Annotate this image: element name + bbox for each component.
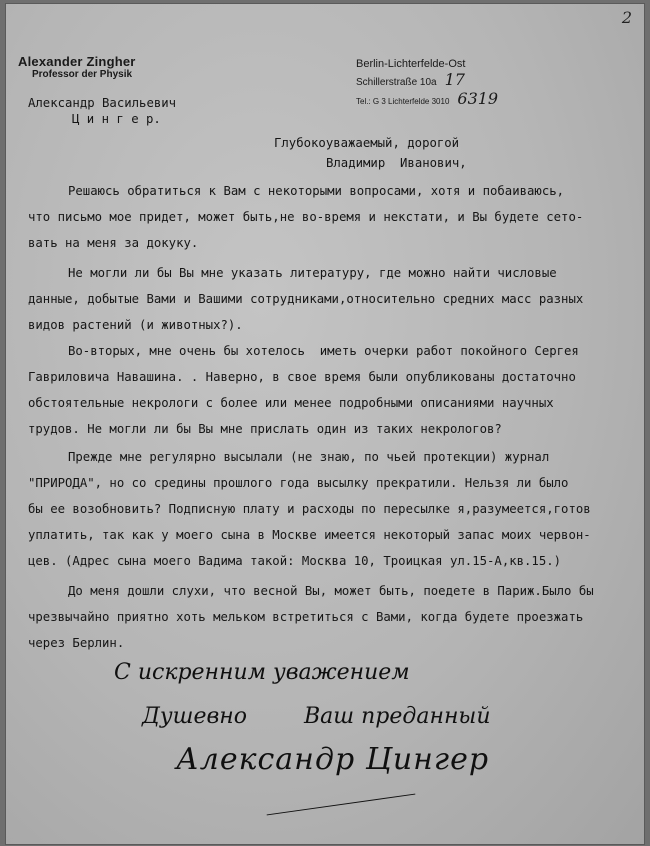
signature-underline	[267, 794, 416, 816]
street-handwritten-number: 17	[444, 70, 465, 89]
body-line: уплатить, так как у моего сына в Москве имеется некоторый запас моих червон-	[28, 528, 591, 542]
letter-sheet	[6, 4, 644, 844]
body-line: бы ее возобновить? Подписную плату и расходы по пересылке я,разумеется,готов	[28, 502, 591, 516]
body-line: чрезвычайно приятно хоть мельком встретиться с Вами, когда будете проезжать	[28, 610, 584, 624]
letterhead-address	[356, 58, 498, 108]
body-line: Решаюсь обратиться к Вам с некоторыми вопросами, хотя и побаиваюсь,	[68, 184, 565, 198]
body-line: Прежде мне регулярно высылали (не знаю, по чьей протекции) журнал	[68, 450, 550, 464]
body-line: Гавриловича Навашина. . Наверно, в свое время были опубликованы достаточно	[28, 370, 576, 384]
body-line: видов растений (и животных?).	[28, 318, 243, 332]
tel-handwritten-number: 6319	[457, 89, 499, 108]
page-number: 2	[621, 8, 632, 27]
body-line: Во-вторых, мне очень бы хотелось иметь очерки работ покойного Сергея	[68, 344, 579, 358]
street-printed: Schillerstraße 10a	[356, 77, 437, 88]
tel-printed: Tel.: G 3 Lichterfelde 3010	[356, 97, 450, 106]
handwritten-signature: Александр Цингер	[176, 742, 490, 777]
sender-name-line2: Ц и н г е р.	[72, 112, 161, 126]
body-line: Не могли ли бы Вы мне указать литературу, где можно найти числовые	[68, 266, 557, 280]
body-line: цев. (Адрес сына моего Вадима такой: Москва 10, Троицкая ул.15-А,кв.15.)	[28, 554, 562, 568]
body-line: данные, добытые Вами и Вашими сотрудниками,относительно средних масс разных	[28, 292, 584, 306]
closing-line2-b: Ваш преданный	[304, 704, 491, 729]
closing-line1: С искренним уважением	[114, 660, 410, 685]
letterhead-telephone	[356, 89, 498, 108]
closing-line2-a: Душевно	[142, 704, 248, 729]
sender-name-line1: Александр Васильевич	[28, 96, 177, 110]
body-line: обстоятельные некрологи с более или менее подробными описаниями научных	[28, 396, 554, 410]
letterhead-title: Professor der Physik	[32, 69, 133, 80]
letterhead-street	[356, 70, 498, 89]
letterhead-name: Alexander Zingher	[18, 54, 136, 69]
body-line: До меня дошли слухи, что весной Вы, может быть, поедете в Париж.Было бы	[68, 584, 594, 598]
body-line: "ПРИРОДА", но со средины прошлого года высылку прекратили. Нельзя ли было	[28, 476, 569, 490]
letterhead-sender	[18, 54, 136, 80]
body-line: что письмо мое придет, может быть,не во-время и некстати, и Вы будете сето-	[28, 210, 584, 224]
salutation-line1: Глубокоуважаемый, дорогой	[274, 136, 460, 150]
body-line: трудов. Не могли ли бы Вы мне прислать один из таких некрологов?	[28, 422, 502, 436]
body-line: вать на меня за докуку.	[28, 236, 199, 250]
salutation-line2: Владимир Иванович,	[326, 156, 467, 170]
body-line: через Берлин.	[28, 636, 125, 650]
letterhead-city: Berlin-Lichterfelde-Ost	[356, 58, 466, 70]
